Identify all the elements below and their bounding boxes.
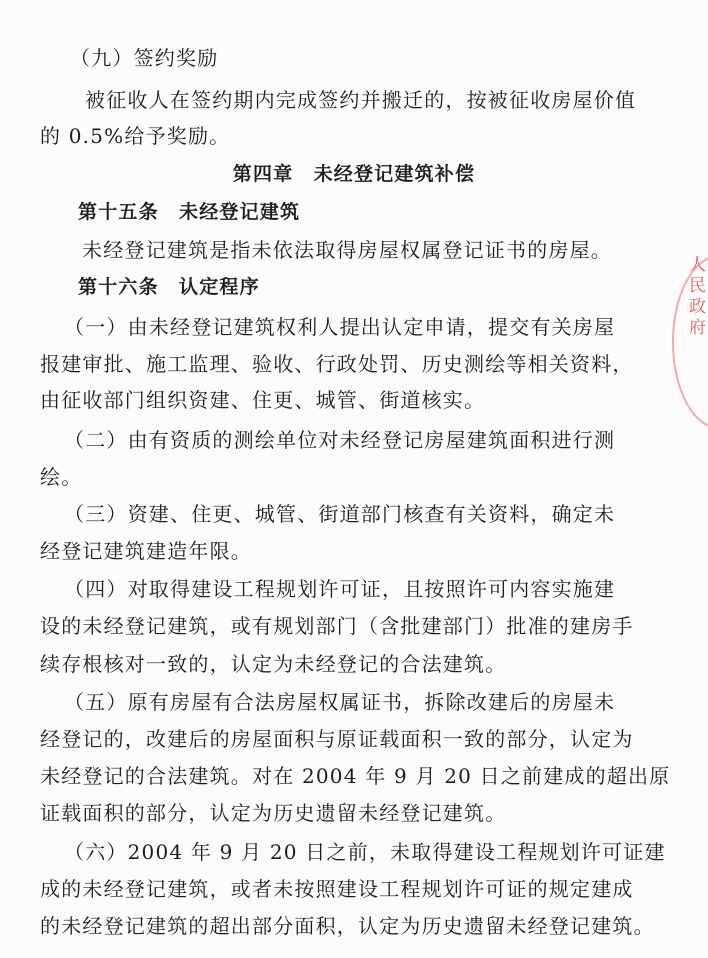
paragraph-line: 成的未经登记建筑，或者未按照建设工程规划许可证的规定建成 bbox=[40, 877, 634, 901]
paragraph-line: 经登记的，改建后的房屋面积与原证载面积一致的部分，认定为 bbox=[40, 727, 634, 751]
paragraph-line: 的 0.5%给予奖励。 bbox=[40, 124, 231, 148]
paragraph-line: （四）对取得建设工程规划许可证，且按照许可内容实施建 bbox=[64, 577, 616, 601]
article-15-title: 第十五条 未经登记建筑 bbox=[78, 201, 301, 223]
paragraph-line: （三）资建、住更、城管、街道部门核查有关资料，确定未 bbox=[64, 502, 616, 526]
paragraph-line: 被征收人在签约期内完成签约并搬迁的，按被征收房屋价值 bbox=[85, 88, 637, 112]
paragraph-line: 绘。 bbox=[40, 465, 83, 489]
official-seal-text: 人民政府 bbox=[685, 255, 705, 339]
section-heading-signing-reward: （九）签约奖励 bbox=[70, 46, 219, 70]
paragraph-line: 证载面积的部分，认定为历史遗留未经登记建筑。 bbox=[40, 801, 507, 825]
paragraph-line: 设的未经登记建筑，或有规划部门（含批建部门）批准的建房手 bbox=[40, 614, 634, 638]
paragraph-line: （五）原有房屋有合法房屋权属证书，拆除改建后的房屋未 bbox=[64, 690, 616, 714]
paragraph-line: 续存根核对一致的，认定为未经登记的合法建筑。 bbox=[40, 652, 507, 676]
article-16-title: 第十六条 认定程序 bbox=[78, 276, 260, 298]
paragraph-line: 的未经登记建筑的超出部分面积，认定为历史遗留未经登记建筑。 bbox=[40, 914, 655, 938]
paragraph-line: （一）由未经登记建筑权利人提出认定申请，提交有关房屋 bbox=[64, 315, 616, 339]
paragraph-line: 未经登记建筑是指未依法取得房屋权属登记证书的房屋。 bbox=[82, 238, 612, 262]
paragraph-line: 报建审批、施工监理、验收、行政处罚、历史测绘等相关资料， bbox=[40, 352, 634, 376]
chapter-title: 第四章 未经登记建筑补偿 bbox=[232, 163, 476, 185]
paragraph-line: 未经登记的合法建筑。对在 2004 年 9 月 20 日之前建成的超出原 bbox=[40, 764, 671, 788]
paragraph-line: 由征收部门组织资建、住更、城管、街道核实。 bbox=[40, 388, 486, 412]
paragraph-line: （六）2004 年 9 月 20 日之前，未取得建设工程规划许可证建 bbox=[64, 840, 666, 864]
paragraph-line: 经登记建筑建造年限。 bbox=[40, 539, 252, 563]
paragraph-line: （二）由有资质的测绘单位对未经登记房屋建筑面积进行测 bbox=[64, 428, 616, 452]
